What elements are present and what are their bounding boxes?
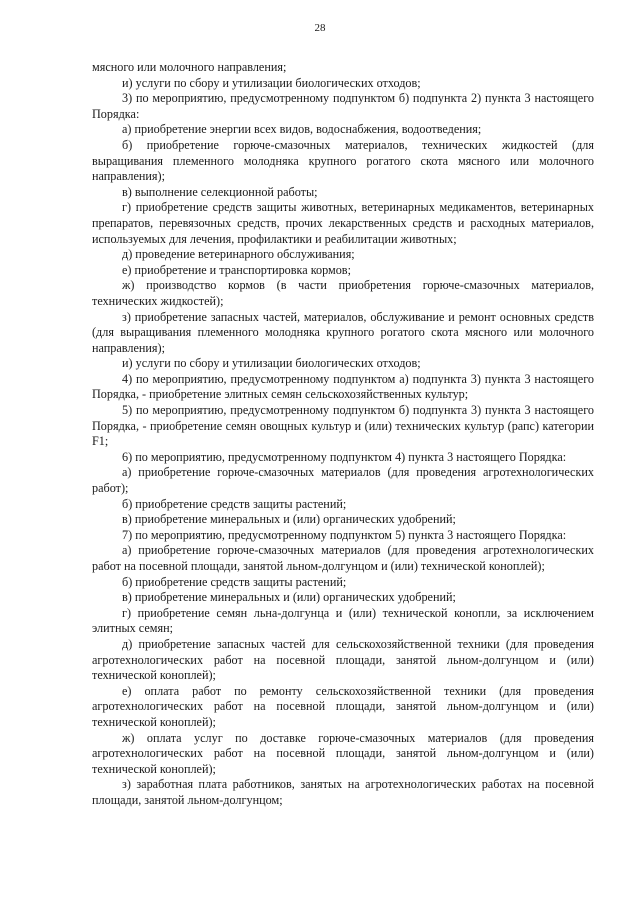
paragraph: д) проведение ветеринарного обслуживания; [122, 247, 355, 262]
paragraph: 6) по мероприятию, предусмотренному подпунктом 4) пункта 3 настоящего Порядка: [122, 449, 567, 464]
paragraph: 7) по мероприятию, предусмотренному подпунктом 5) пункта 3 настоящего Порядка: [122, 527, 567, 542]
paragraph: мясного или молочного направления; [92, 60, 287, 74]
paragraph: е) приобретение и транспортировка кормов; [122, 262, 351, 277]
paragraph: д) приобретение запасных частей для сельскохозяйственной техники (для проведения агротехнологических работ на посевной площади, занятой льном-долгунцом и (или) технической коноплей); [92, 636, 594, 683]
paragraph: б) приобретение средств защиты растений; [122, 496, 347, 511]
paragraph: ж) оплата услуг по доставке горюче-смазочных материалов (для проведения агротехнологических работ на посевной площади, занятой льном-долгунцом и (или) технической коноплей); [92, 730, 594, 776]
paragraph: е) оплата работ по ремонту сельскохозяйственной техники (для проведения агротехнологических работ на посевной площади, занятой льном-долгунцом и (или) технической коноплей); [92, 683, 594, 729]
paragraph: а) приобретение горюче-смазочных материалов (для проведения агротехнологических работ на посевной площади, занятой льном-долгунцом и (или) технической коноплей); [92, 543, 594, 573]
paragraph: г) приобретение средств защиты животных, ветеринарных медикаментов, ветеринарных препаратов, перевязочных средств, прочих лекарственных средств и расходных материалов, используемых для лечения, профилактики и реабилитации животных; [92, 200, 594, 246]
paragraph: 3) по мероприятию, предусмотренному подпунктом б) подпункта 2) пункта 3 настоящего Порядка: [92, 91, 594, 121]
paragraph: а) приобретение энергии всех видов, водоснабжения, водоотведения; [122, 122, 482, 137]
paragraph: б) приобретение средств защиты растений; [122, 574, 347, 589]
paragraph: 4) по мероприятию, предусмотренному подпунктом а) подпункта 3) пункта 3 настоящего Порядка, - приобретение элитных семян сельскохозяйственных культур; [92, 371, 594, 402]
paragraph: г) приобретение семян льна-долгунца и (или) технической конопли, за исключением элитных семян; [92, 605, 594, 636]
paragraph: ж) производство кормов (в части приобретения горюче-смазочных материалов, технических жидкостей); [92, 278, 594, 308]
paragraph: а) приобретение горюче-смазочных материалов (для проведения агротехнологических работ); [92, 465, 594, 496]
page-number: 28 [314, 22, 326, 34]
paragraph: в) приобретение минеральных и (или) органических удобрений; [122, 590, 456, 605]
paragraph: з) заработная плата работников, занятых на агротехнологических работах на посевной площади, занятой льном-долгунцом; [92, 777, 594, 807]
paragraph: 5) по мероприятию, предусмотренному подпунктом б) подпункта 3) пункта 3 настоящего Порядка, - приобретение семян овощных культур и (или) технических культур (рапс) категории F1; [92, 403, 594, 449]
document-body [92, 60, 594, 809]
paragraph: и) услуги по сбору и утилизации биологических отходов; [122, 75, 421, 90]
paragraph: з) приобретение запасных частей, материалов, обслуживание и ремонт основных средств (для выращивания племенного молодняка крупного рогатого скота мясного или молочного направления); [92, 309, 594, 355]
paragraph: б) приобретение горюче-смазочных материалов, технических жидкостей (для выращивания племенного молодняка крупного рогатого скота мясного или молочного направления); [92, 137, 594, 184]
paragraph: и) услуги по сбору и утилизации биологических отходов; [122, 356, 421, 371]
paragraph: в) выполнение селекционной работы; [122, 184, 318, 199]
paragraph: в) приобретение минеральных и (или) органических удобрений; [122, 512, 456, 527]
